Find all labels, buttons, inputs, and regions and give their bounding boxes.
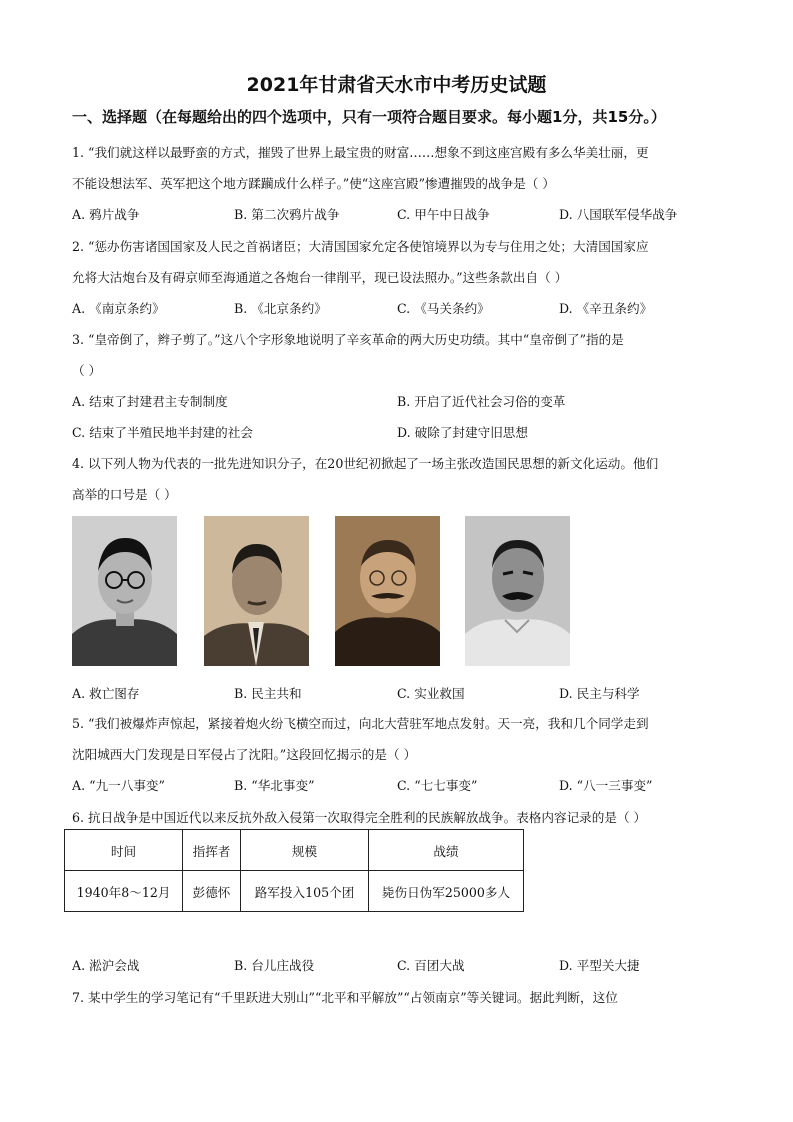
q6-option-c: C. 百团大战: [397, 958, 465, 973]
q5-line2: 沈阳城西大门发现是日军侵占了沈阳。”这段回忆揭示的是（ ）: [72, 747, 417, 762]
table-header-cell: 战绩: [369, 830, 524, 871]
q3-line2: （ ）: [72, 363, 102, 378]
section-heading: 一、选择题（在每题给出的四个选项中，只有一项符合题目要求。每小题1分，共15分。）: [72, 108, 666, 126]
q1-option-b: B. 第二次鸦片战争: [234, 207, 340, 222]
q5-option-b: B. “华北事变”: [234, 778, 315, 793]
portrait-photo-2: [204, 516, 309, 666]
table-header-row: [65, 830, 524, 871]
table-cell: 毙伤日伪军25000多人: [369, 871, 524, 912]
q5-option-d: D. “八一三事变”: [559, 778, 653, 793]
q2-option-d: D. 《辛丑条约》: [559, 301, 653, 316]
q2-line1: 2. “惩办伤害诸国国家及人民之首祸诸臣；大清国国家允定各使馆境界以为专与住用之处；大清国国家应: [72, 239, 649, 254]
q6-table: [64, 829, 524, 912]
q4-option-d: D. 民主与科学: [559, 686, 640, 701]
q4-line2: 高举的口号是（ ）: [72, 487, 177, 502]
q6-line1: 6. 抗日战争是中国近代以来反抗外敌入侵第一次取得完全胜利的民族解放战争。表格内容记录的是（ ）: [72, 810, 647, 825]
q5-option-c: C. “七七事变”: [397, 778, 478, 793]
table-header-cell: 指挥者: [183, 830, 241, 871]
q1-option-a: A. 鸦片战争: [72, 207, 140, 222]
q4-option-b: B. 民主共和: [234, 686, 302, 701]
portrait-photo-1: [72, 516, 177, 666]
q6-option-b: B. 台儿庄战役: [234, 958, 315, 973]
table-cell: 1940年8～12月: [65, 871, 183, 912]
table-header-cell: 时间: [65, 830, 183, 871]
q1-option-d: D. 八国联军侵华战争: [559, 207, 678, 222]
table-cell: 彭德怀: [183, 871, 241, 912]
q1-option-c: C. 甲午中日战争: [397, 207, 490, 222]
q3-option-d: D. 破除了封建守旧思想: [397, 425, 528, 440]
q2-option-c: C. 《马关条约》: [397, 301, 490, 316]
q4-line1: 4. 以下列人物为代表的一批先进知识分子，在20世纪初掀起了一场主张改造国民思想的新文化运动。他们: [72, 456, 659, 471]
portrait-photo-4: [465, 516, 570, 666]
q2-option-a: A. 《南京条约》: [72, 301, 165, 316]
q4-option-c: C. 实业救国: [397, 686, 465, 701]
q3-option-c: C. 结束了半殖民地半封建的社会: [72, 425, 253, 440]
q2-option-b: B. 《北京条约》: [234, 301, 327, 316]
q5-option-a: A. “九一八事变”: [72, 778, 165, 793]
q1-line1: 1. “我们就这样以最野蛮的方式，摧毁了世界上最宝贵的财富……想象不到这座宫殿有多么华美壮丽，更: [72, 145, 649, 160]
q3-option-b: B. 开启了近代社会习俗的变革: [397, 394, 566, 409]
table-row: [65, 871, 524, 912]
table-header-cell: 规模: [241, 830, 369, 871]
q6-option-d: D. 平型关大捷: [559, 958, 640, 973]
page-title: 2021年甘肃省天水市中考历史试题: [246, 74, 547, 96]
q5-line1: 5. “我们被爆炸声惊起，紧接着炮火纷飞横空而过，向北大营驻军地点发射。天一亮，我和几个同学走到: [72, 716, 649, 731]
q3-option-a: A. 结束了封建君主专制制度: [72, 394, 228, 409]
q1-line2: 不能设想法军、英军把这个地方蹂躏成什么样子。”使“这座宫殿”惨遭摧毁的战争是（ ）: [72, 176, 555, 191]
q2-line2: 允将大沽炮台及有碍京师至海通道之各炮台一律削平，现已设法照办。”这些条款出自（ ）: [72, 270, 568, 285]
q3-line1: 3. “皇帝倒了，辫子剪了。”这八个字形象地说明了辛亥革命的两大历史功绩。其中“皇帝倒了”指的是: [72, 332, 624, 347]
table-cell: 路军投入105个团: [241, 871, 369, 912]
q4-option-a: A. 救亡图存: [72, 686, 140, 701]
q6-option-a: A. 淞沪会战: [72, 958, 140, 973]
portrait-photo-3: [335, 516, 440, 666]
q7-line1: 7. 某中学生的学习笔记有“千里跃进大别山”“北平和平解放”“占领南京”等关键词。据此判断，这位: [72, 990, 618, 1005]
